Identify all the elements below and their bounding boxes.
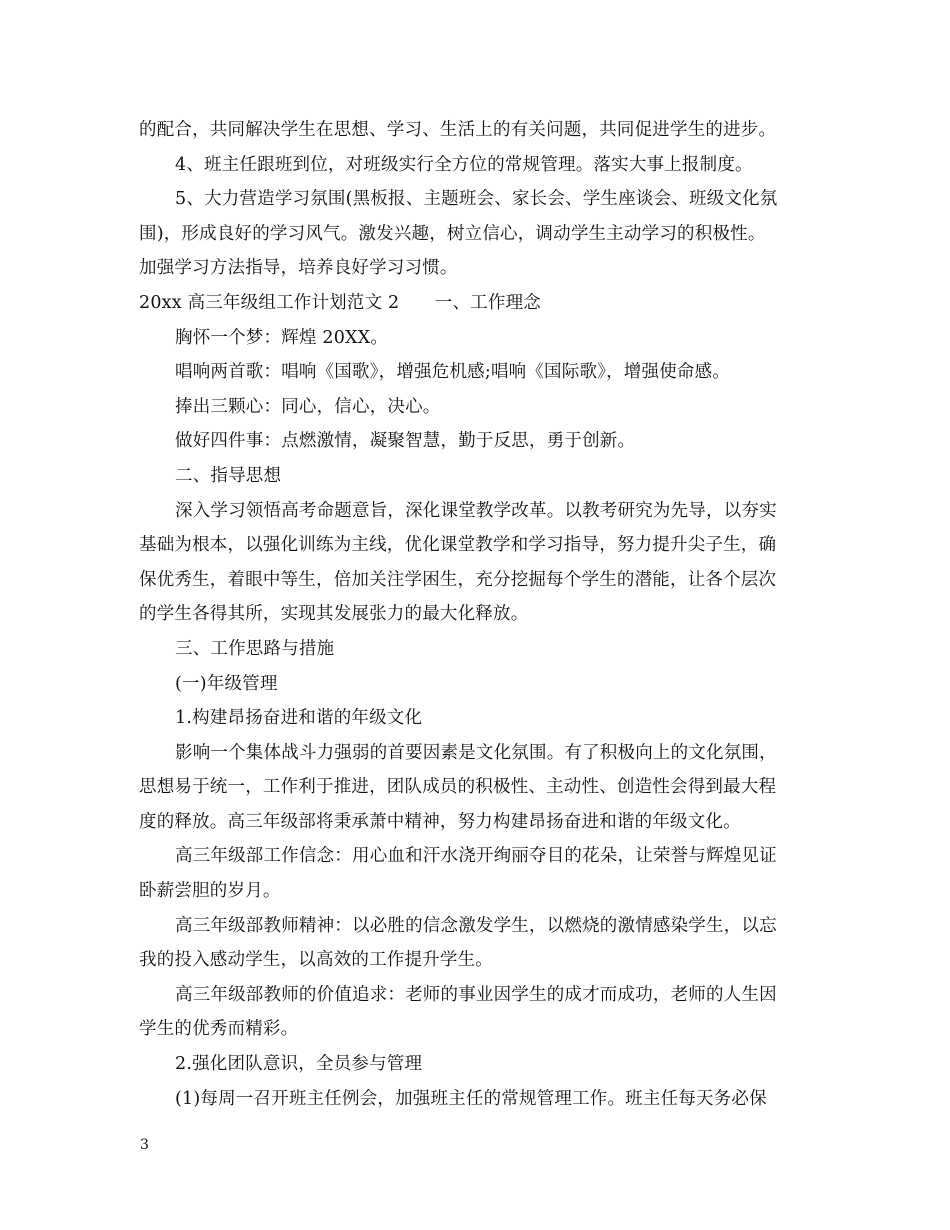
text-line: 5、大力营造学习氛围(黑板报、主题班会、家长会、学生座谈会、班级文化氛	[175, 189, 778, 210]
text-line: 高三年级部教师精神：以必胜的信念激发学生，以燃烧的激情感染学生，以忘	[175, 915, 777, 936]
page-number: 3	[140, 1137, 149, 1153]
text-line: 深入学习领悟高考命题意旨，深化课堂教学改革。以教考研究为先导，以夯实	[175, 500, 777, 521]
text-line: 的学生各得其所，实现其发展张力的最大化释放。	[139, 604, 529, 625]
text-line: 围)，形成良好的学习风气。激发兴趣，树立信心，调动学生主动学习的积极性。	[139, 223, 766, 244]
subsection-heading: (一)年级管理	[175, 673, 278, 694]
text-line: 胸怀一个梦：辉煌 20XX。	[175, 327, 389, 348]
text-line: 我的投入感动学生，以高效的工作提升学生。	[139, 950, 493, 971]
text-line: 保优秀生，着眼中等生，倍加关注学困生，充分挖掘每个学生的潜能，让各个层次	[139, 569, 777, 590]
text-line: 捧出三颗心：同心，信心，决心。	[175, 396, 441, 417]
subsection-heading: 1.构建昂扬奋进和谐的年级文化	[175, 708, 423, 729]
text-line: (1)每周一召开班主任例会，加强班主任的常规管理工作。班主任每天务必保	[175, 1088, 767, 1109]
section-heading: 二、指导思想	[175, 465, 282, 486]
text-line: 的配合，共同解决学生在思想、学习、生活上的有关问题，共同促进学生的进步。	[139, 120, 777, 140]
text-line: 思想易于统一，工作利于推进，团队成员的积极性、主动性、创造性会得到最大程	[139, 777, 777, 798]
text-line: 基础为根本，以强化训练为主线，优化课堂教学和学习指导，努力提升尖子生，确	[139, 535, 777, 556]
text-line: 唱响两首歌：唱响《国歌》，增强危机感;唱响《国际歌》，增强使命感。	[175, 362, 730, 383]
document-body	[139, 113, 819, 1116]
subsection-heading: 2.强化团队意识，全员参与管理	[175, 1054, 423, 1075]
text-line: 做好四件事：点燃激情，凝聚智慧，勤于反思，勇于创新。	[175, 431, 636, 452]
text-line: 4、班主任跟班到位，对班级实行全方位的常规管理。落实大事上报制度。	[175, 154, 753, 175]
text-line: 高三年级部教师的价值追求：老师的事业因学生的成才而成功，老师的人生因	[175, 984, 777, 1005]
text-line: 影响一个集体战斗力强弱的首要因素是文化氛围。有了积极向上的文化氛围，	[175, 742, 777, 763]
section-heading: 三、工作思路与措施	[175, 638, 335, 659]
text-line: 高三年级部工作信念：用心血和汗水浇开绚丽夺目的花朵，让荣誉与辉煌见证	[175, 846, 777, 867]
text-line: 度的释放。高三年级部将秉承萧中精神，努力构建昂扬奋进和谐的年级文化。	[139, 811, 741, 832]
text-line: 卧薪尝胆的岁月。	[139, 881, 281, 902]
text-line: 学生的优秀而精彩。	[139, 1019, 299, 1040]
section-heading: 20xx 高三年级组工作计划范文 2 一、工作理念	[139, 292, 541, 313]
text-line: 加强学习方法指导，培养良好学习习惯。	[139, 258, 458, 279]
